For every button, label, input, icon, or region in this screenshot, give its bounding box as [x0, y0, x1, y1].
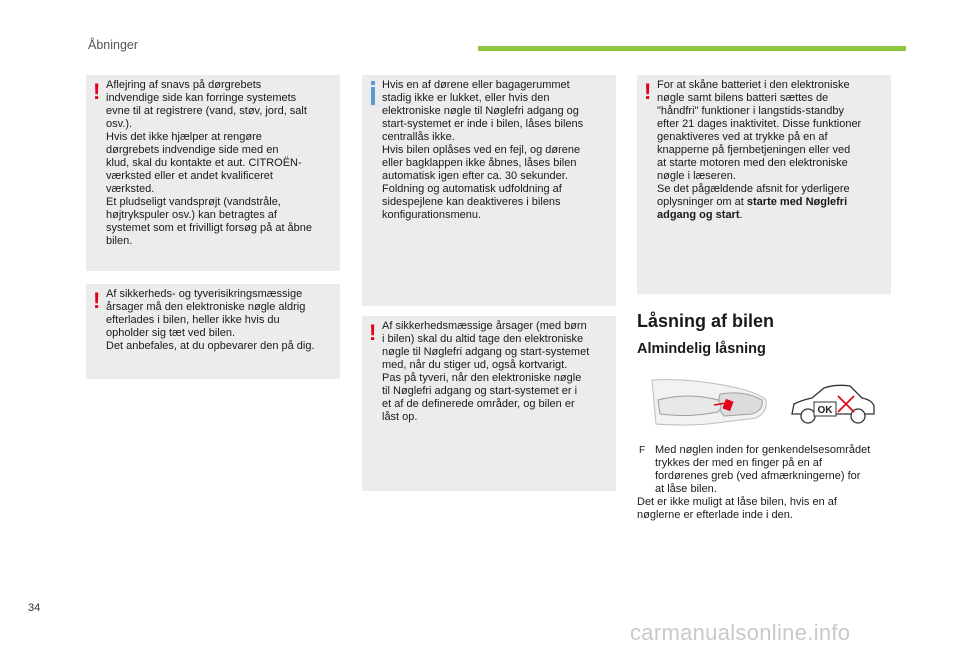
step-bullet-icon: F [639, 445, 646, 456]
subsection-title: Almindelig låsning [637, 341, 766, 357]
warning-icon: ! [93, 288, 101, 313]
warning-text-dirt: Aflejring af snavs på dørgrebets indvendige side kan forringe systemets evne til at registrere (vand, støv, jord, salt osv.). Hvis det ikke hjælper at rengøre dørgrebets indvendige side med en klud, skal du kontakte et aut. CITROËN- værksted eller et andet kvalificeret værksted. Et pludseligt vandsprøjt (vandstråle, højtrykspuler osv.) kan betragtes af systemet som et frivilligt forsøg på at åbne bilen. [106, 79, 313, 247]
watermark: carmanualsonline.info [630, 620, 851, 645]
section-label: Åbninger [88, 38, 139, 52]
warning-box-children [362, 316, 616, 491]
info-icon [371, 81, 377, 105]
door-handle-illustration [648, 378, 770, 428]
warning-icon: ! [93, 79, 101, 104]
warning-text-children: Af sikkerhedsmæssige årsager (med børn i bilen) skal du altid tage den elektroniske nøgle til Nøglefri adgang og start-systemet med, når du stiger ud, også kortvarigt. Pas på tyveri, når den elektroniske nøgle til Nøglefri adgang og start-systemet er i et af de definerede områder, og bilen er låst op. [382, 320, 590, 423]
warning-icon: ! [369, 320, 377, 345]
step-note: Det er ikke muligt at låse bilen, hvis en af nøglerne er efterlade inde i den. [637, 496, 837, 521]
section-title: Låsning af bilen [637, 311, 775, 331]
page-number: 34 [28, 602, 41, 614]
step-text: Med nøglen inden for genkendelsesområdet trykkes der med en finger på en af fordørenes greb (ved afmærkningerne) for at låse bilen. [655, 444, 871, 495]
step-block [637, 444, 897, 522]
warning-text-battery: For at skåne batteriet i den elektroniske nøgle samt bilens batteri sættes de "håndfri" funktioner i langstids-standby efter 21 dages inaktivitet. Disse funktioner genaktiveres ved at trykke på en af knapperne på fjernbetjeningen eller ved at starte motoren med den elektroniske nøgle i læseren. Se det pågældende afsnit for yderligere oplysninger om at starte med Nøglefri adgang og start. [657, 79, 862, 221]
car-lock-illustration [788, 382, 878, 426]
warning-box-dirt [86, 75, 340, 271]
warning-box-battery [637, 75, 891, 294]
warning-box-theft [86, 284, 340, 379]
warning-text-battery-bold: starte med Nøglefri adgang og start [657, 196, 848, 221]
info-box-locking [362, 75, 616, 306]
info-text-locking: Hvis en af dørene eller bagagerummet stadig ikke er lukket, eller hvis den elektroniske nøgle til Nøglefri adgang og start-systemet er inde i bilen, låses bilens centrallås ikke. Hvis bilen oplåses ved en fejl, og dørene eller bagklappen ikke åbnes, låses bilen automatisk igen efter ca. 30 sekunder. Foldning og automatisk udfoldning af sidespejlene kan deaktiveres i bilens konfigurationsmenu. [382, 79, 584, 221]
section-accent-bar [478, 46, 906, 51]
warning-text-theft: Af sikkerheds- og tyverisikringsmæssige årsager må den elektroniske nøgle aldrig efterlades i bilen, heller ikke hvis du opholder sig tæt ved bilen. Det anbefales, at du opbevarer den på dig. [106, 288, 315, 352]
warning-icon: ! [644, 79, 652, 104]
car-ok-label: OK [817, 405, 833, 416]
